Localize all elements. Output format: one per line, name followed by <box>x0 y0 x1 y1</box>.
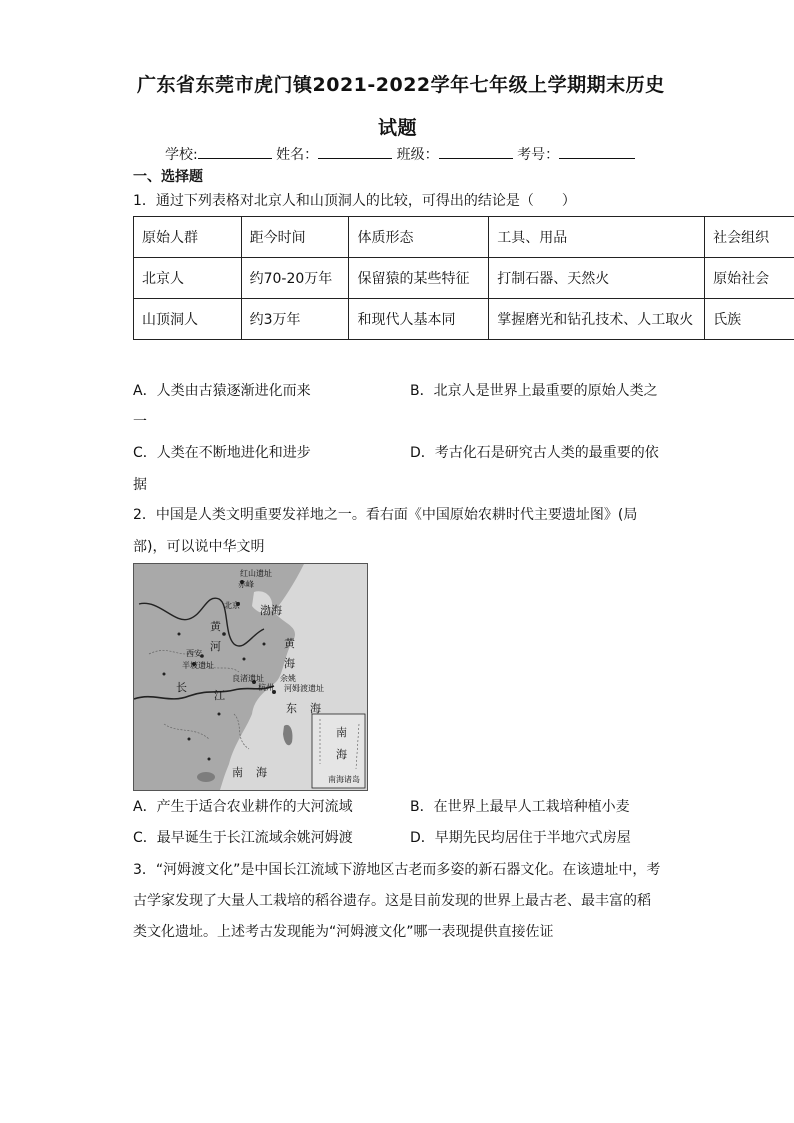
map-label-nanhai-2: 海 <box>256 766 267 779</box>
school-blank[interactable] <box>198 144 272 159</box>
table-cell: 山顶洞人 <box>134 299 242 340</box>
q2-option-d[interactable]: D．早期先民均居住于半地穴式房屋 <box>410 830 631 846</box>
map-label-bohai: 渤海 <box>260 604 282 617</box>
info-fields <box>165 144 635 165</box>
inset-label-nan: 南 <box>336 726 347 739</box>
map-label-nanhai-1: 南 <box>232 766 243 779</box>
q1-option-b[interactable]: B．北京人是世界上最重要的原始人类之 <box>410 383 658 399</box>
q2-option-a[interactable]: A．产生于适合农业耕作的大河流域 <box>133 799 353 815</box>
table-cell: 约70-20万年 <box>241 258 349 299</box>
table-header-cell: 工具、用品 <box>489 217 705 258</box>
name-blank[interactable] <box>318 144 392 159</box>
q1-option-c[interactable]: C．人类在不断地进化和进步 <box>133 445 311 461</box>
table-cell: 氏族 <box>705 299 794 340</box>
table-header-cell: 距今时间 <box>241 217 349 258</box>
table-cell: 保留猿的某些特征 <box>349 258 489 299</box>
map-label-huanghai-2: 海 <box>284 657 295 670</box>
map-label-banpo: 半坡遗址 <box>182 661 214 670</box>
q2-option-b[interactable]: B．在世界上最早人工栽培种植小麦 <box>410 799 630 815</box>
map-label-huanghai-1: 黄 <box>284 637 295 650</box>
name-label: 姓名： <box>276 147 319 163</box>
table-cell: 打制石器、天然火 <box>489 258 705 299</box>
q3-line3: 类文化遗址。上述考古发现能为“河姆渡文化”哪一表现提供直接佐证 <box>133 924 554 940</box>
table-cell: 掌握磨光和钻孔技术、人工取火 <box>489 299 705 340</box>
map-label-hangzhou: 杭州 <box>258 683 274 692</box>
inset-label-hai: 海 <box>336 748 347 761</box>
table-row <box>134 258 794 299</box>
map-label-xian: 西安 <box>186 649 202 658</box>
map-label-huanghe-2: 河 <box>210 640 221 653</box>
q1-table <box>133 216 794 340</box>
q3-line2: 古学家发现了大量人工栽培的稻谷遗存。这是目前发现的世界上最古老、最丰富的稻 <box>133 893 651 909</box>
q1-stem: 1．通过下列表格对北京人和山顶洞人的比较，可得出的结论是（ ） <box>133 193 576 209</box>
map-label-changjiang-2: 江 <box>214 689 225 702</box>
map-label-hongshan: 红山遗址 <box>240 569 272 578</box>
table-row <box>134 299 794 340</box>
section-heading: 一、选择题 <box>133 169 203 185</box>
school-label: 学校: <box>165 147 198 163</box>
map-label-donghai-2: 海 <box>310 702 321 715</box>
q2-stem-line2: 部)，可以说中华文明 <box>133 539 265 555</box>
class-label: 班级： <box>396 147 439 163</box>
map-graphic <box>134 564 367 790</box>
table-header-cell: 体质形态 <box>349 217 489 258</box>
map-label-yuyao: 余姚 <box>280 674 296 683</box>
map-label-changjiang-1: 长 <box>176 681 187 694</box>
map-label-donghai-1: 东 <box>286 702 297 715</box>
map-label-beijing: 北京 <box>224 601 240 610</box>
table-cell: 和现代人基本同 <box>349 299 489 340</box>
map-label-liangzhu: 良渚遗址 <box>232 674 264 683</box>
table-cell: 原始社会 <box>705 258 794 299</box>
table-header-row <box>134 217 794 258</box>
table-cell: 约3万年 <box>241 299 349 340</box>
map-label-hemudu: 河姆渡遗址 <box>284 684 324 693</box>
q2-option-c[interactable]: C．最早诞生于长江流域余姚河姆渡 <box>133 830 353 846</box>
map-label-chifeng: 赤峰 <box>238 580 254 589</box>
q3-line1: 3．“河姆渡文化”是中国长江流域下游地区古老而多姿的新石器文化。在该遗址中，考 <box>133 862 661 878</box>
q1-option-b-cont: 一 <box>133 414 147 430</box>
exam-no-label: 考号： <box>517 147 560 163</box>
table-header-cell: 原始人群 <box>134 217 242 258</box>
page-title-line1: 广东省东莞市虎门镇2021-2022学年七年级上学期期末历史 <box>137 74 665 96</box>
q1-option-d[interactable]: D．考古化石是研究古人类的最重要的依 <box>410 445 659 461</box>
inset-label-islands: 南海诸岛 <box>328 775 360 784</box>
q1-option-a[interactable]: A．人类由古猿逐渐进化而来 <box>133 383 311 399</box>
table-header-cell: 社会组织 <box>705 217 794 258</box>
class-blank[interactable] <box>439 144 513 159</box>
hainan-island <box>197 772 215 782</box>
q1-option-d-cont: 据 <box>133 477 147 493</box>
page-title-line2: 试题 <box>378 117 418 139</box>
neolithic-sites-map <box>133 563 368 791</box>
map-label-huanghe-1: 黄 <box>210 620 221 633</box>
exam-no-blank[interactable] <box>559 144 635 159</box>
q2-stem-line1: 2．中国是人类文明重要发祥地之一。看右面《中国原始农耕时代主要遗址图》(局 <box>133 507 638 523</box>
table-cell: 北京人 <box>134 258 242 299</box>
